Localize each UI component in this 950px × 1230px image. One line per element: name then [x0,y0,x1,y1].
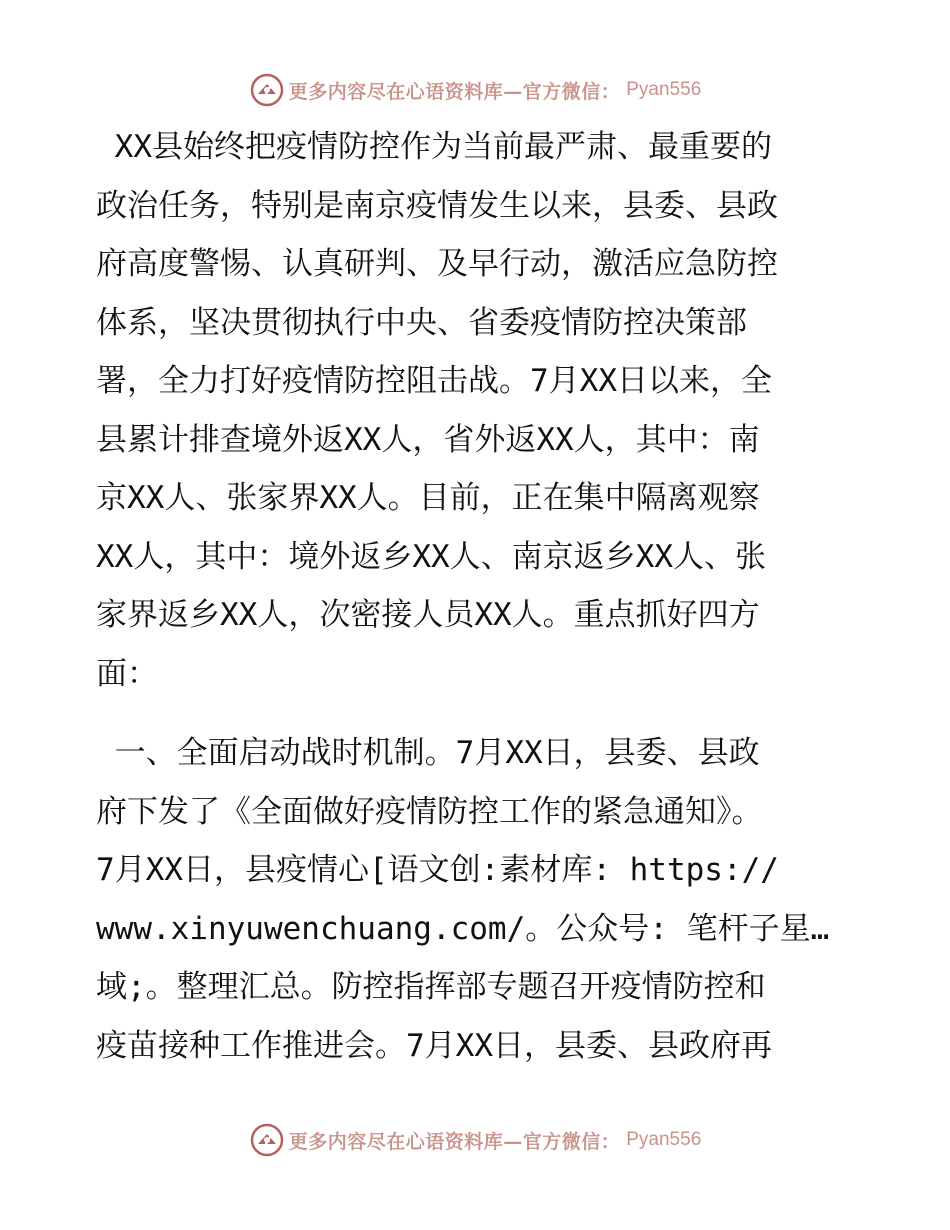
paragraph-spacer [96,703,866,724]
text-line: XX县始终把疫情防控作为当前最严肃、最重要的 [96,129,772,165]
text-line: 疫苗接种工作推进会。7月XX日，县委、县政府再 [96,1027,772,1064]
text-line: 面： [96,655,158,692]
footer-watermark [0,1120,950,1160]
text-line: 府高度警惕、认真研判、及早行动，激活应急防控 [96,246,778,282]
text-line: 政治任务，特别是南京疫情发生以来，县委、县政 [96,187,778,224]
watermark-text: 更多内容尽在心语资料库—官方微信： [288,1130,621,1153]
header-watermark [0,70,950,110]
watermark-account: Pyan556 [626,79,702,100]
watermark-account: Pyan556 [626,1129,702,1150]
text-line: 署，全力打好疫情防控阻击战。7月XX日以来，全 [96,363,772,399]
text-line: 家界返乡XX人，次密接人员XX人。重点抓好四方 [96,597,760,633]
text-line: 府下发了《全面做好疫情防控工作的紧急通知》。 [96,793,763,830]
text-line: 域;。整理汇总。防控指挥部专题召开疫情防控和 [96,969,766,1005]
text-line: 京XX人、张家界XX人。目前，正在集中隔离观察 [96,480,760,516]
text-line: 县累计排查境外返XX人，省外返XX人，其中：南 [96,421,760,458]
text-line: XX人，其中：境外返乡XX人、南京返乡XX人、张 [96,538,766,575]
paragraph-intro [96,118,866,703]
paragraph-section-one [96,724,866,1075]
text-line: 7月XX日，县疫情心[语文创:素材库: https:// [96,852,779,888]
text-line: 一、全面启动战时机制。7月XX日，县委、县政 [96,735,760,771]
watermark-text: 更多内容尽在心语资料库—官方微信： [288,80,621,103]
book-pen-seal-icon [249,1122,285,1158]
document-body [96,118,866,1075]
text-line: 体系，坚决贯彻执行中央、省委疫情防控决策部 [96,304,747,341]
book-pen-seal-icon [249,72,285,108]
text-line: www.xinyuwenchuang.com/。公众号: 笔杆子星… [96,910,830,947]
